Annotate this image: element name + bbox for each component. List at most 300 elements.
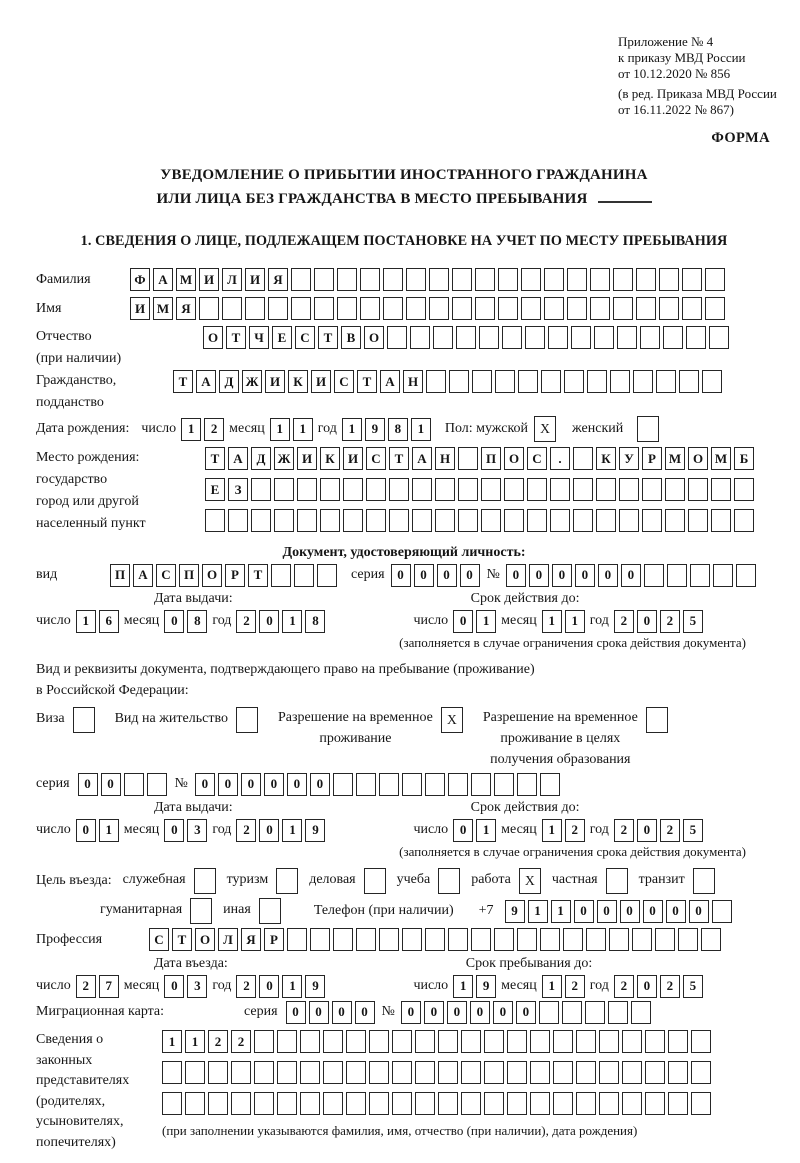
char-cell[interactable]: Л — [218, 928, 238, 951]
char-cell[interactable]: Н — [403, 370, 423, 393]
char-cell[interactable] — [425, 773, 445, 796]
char-cell[interactable] — [484, 1061, 504, 1084]
char-cell[interactable] — [530, 1092, 550, 1115]
char-cell[interactable] — [291, 297, 311, 320]
char-cell[interactable]: 0 — [447, 1001, 467, 1024]
char-cell[interactable] — [337, 297, 357, 320]
char-cell[interactable]: 0 — [264, 773, 284, 796]
char-cell[interactable] — [406, 268, 426, 291]
char-cell[interactable] — [458, 478, 478, 501]
char-cell[interactable]: 0 — [218, 773, 238, 796]
char-cell[interactable] — [636, 268, 656, 291]
char-cell[interactable]: 2 — [614, 610, 634, 633]
char-cell[interactable]: Ч — [249, 326, 269, 349]
char-cell[interactable] — [387, 326, 407, 349]
char-cell[interactable]: 0 — [621, 564, 641, 587]
char-cell[interactable]: 0 — [287, 773, 307, 796]
char-cell[interactable]: 0 — [424, 1001, 444, 1024]
char-cell[interactable]: О — [504, 447, 524, 470]
char-cell[interactable]: 0 — [689, 900, 709, 923]
char-cell[interactable]: Р — [642, 447, 662, 470]
char-cell[interactable] — [573, 478, 593, 501]
char-cell[interactable] — [300, 1061, 320, 1084]
purpose-work-checkbox[interactable]: X — [519, 868, 541, 894]
char-cell[interactable] — [392, 1092, 412, 1115]
char-cell[interactable] — [656, 370, 676, 393]
char-cell[interactable]: М — [711, 447, 731, 470]
char-cell[interactable]: 2 — [236, 610, 256, 633]
char-cell[interactable] — [659, 268, 679, 291]
char-cell[interactable]: Т — [205, 447, 225, 470]
char-cell[interactable] — [705, 268, 725, 291]
char-cell[interactable]: 0 — [76, 819, 96, 842]
char-cell[interactable]: С — [295, 326, 315, 349]
char-cell[interactable]: 0 — [598, 564, 618, 587]
char-cell[interactable]: М — [153, 297, 173, 320]
char-cell[interactable] — [608, 1001, 628, 1024]
char-cell[interactable] — [251, 509, 271, 532]
char-cell[interactable] — [622, 1061, 642, 1084]
char-cell[interactable]: 0 — [470, 1001, 490, 1024]
char-cell[interactable] — [576, 1092, 596, 1115]
char-cell[interactable]: 2 — [660, 819, 680, 842]
purpose-tourism-checkbox[interactable] — [276, 868, 298, 894]
char-cell[interactable] — [521, 297, 541, 320]
char-cell[interactable]: И — [311, 370, 331, 393]
char-cell[interactable]: И — [343, 447, 363, 470]
char-cell[interactable] — [540, 928, 560, 951]
char-cell[interactable] — [636, 297, 656, 320]
char-cell[interactable] — [294, 564, 314, 587]
char-cell[interactable] — [667, 564, 687, 587]
char-cell[interactable]: 1 — [542, 975, 562, 998]
char-cell[interactable]: Я — [268, 268, 288, 291]
char-cell[interactable]: 1 — [542, 610, 562, 633]
char-cell[interactable]: Я — [241, 928, 261, 951]
char-cell[interactable]: 1 — [282, 610, 302, 633]
char-cell[interactable] — [562, 1001, 582, 1024]
char-cell[interactable] — [471, 773, 491, 796]
residence-permit-checkbox[interactable] — [236, 707, 258, 733]
char-cell[interactable] — [645, 1092, 665, 1115]
char-cell[interactable] — [366, 509, 386, 532]
char-cell[interactable] — [277, 1061, 297, 1084]
char-cell[interactable] — [314, 268, 334, 291]
char-cell[interactable] — [435, 509, 455, 532]
char-cell[interactable] — [668, 1061, 688, 1084]
char-cell[interactable] — [642, 478, 662, 501]
char-cell[interactable]: М — [665, 447, 685, 470]
char-cell[interactable] — [682, 297, 702, 320]
char-cell[interactable]: 0 — [355, 1001, 375, 1024]
char-cell[interactable] — [147, 773, 167, 796]
char-cell[interactable] — [690, 564, 710, 587]
char-cell[interactable] — [323, 1030, 343, 1053]
char-cell[interactable]: О — [195, 928, 215, 951]
char-cell[interactable] — [587, 370, 607, 393]
char-cell[interactable]: 0 — [453, 819, 473, 842]
char-cell[interactable] — [356, 928, 376, 951]
char-cell[interactable]: 5 — [683, 819, 703, 842]
char-cell[interactable] — [452, 268, 472, 291]
char-cell[interactable]: У — [619, 447, 639, 470]
char-cell[interactable]: 1 — [99, 819, 119, 842]
char-cell[interactable] — [438, 1061, 458, 1084]
char-cell[interactable] — [277, 1030, 297, 1053]
char-cell[interactable]: 2 — [204, 418, 224, 441]
char-cell[interactable] — [702, 370, 722, 393]
char-cell[interactable]: 0 — [401, 1001, 421, 1024]
char-cell[interactable]: 5 — [683, 975, 703, 998]
char-cell[interactable]: 0 — [637, 975, 657, 998]
purpose-business-checkbox[interactable] — [364, 868, 386, 894]
char-cell[interactable] — [659, 297, 679, 320]
purpose-humanitarian-checkbox[interactable] — [190, 898, 212, 924]
char-cell[interactable]: 8 — [305, 610, 325, 633]
char-cell[interactable]: 0 — [529, 564, 549, 587]
char-cell[interactable] — [449, 370, 469, 393]
char-cell[interactable]: И — [297, 447, 317, 470]
char-cell[interactable]: Т — [389, 447, 409, 470]
char-cell[interactable] — [320, 509, 340, 532]
char-cell[interactable]: Р — [225, 564, 245, 587]
char-cell[interactable] — [461, 1030, 481, 1053]
visa-checkbox[interactable] — [73, 707, 95, 733]
char-cell[interactable]: А — [412, 447, 432, 470]
char-cell[interactable] — [622, 1092, 642, 1115]
char-cell[interactable]: 0 — [620, 900, 640, 923]
char-cell[interactable]: 0 — [259, 819, 279, 842]
char-cell[interactable] — [199, 297, 219, 320]
char-cell[interactable] — [711, 509, 731, 532]
char-cell[interactable]: К — [320, 447, 340, 470]
char-cell[interactable] — [665, 478, 685, 501]
char-cell[interactable]: 1 — [76, 610, 96, 633]
char-cell[interactable] — [300, 1092, 320, 1115]
char-cell[interactable]: 0 — [643, 900, 663, 923]
char-cell[interactable] — [679, 370, 699, 393]
char-cell[interactable] — [527, 509, 547, 532]
char-cell[interactable] — [346, 1092, 366, 1115]
char-cell[interactable] — [479, 326, 499, 349]
char-cell[interactable]: 1 — [282, 819, 302, 842]
char-cell[interactable] — [613, 297, 633, 320]
char-cell[interactable]: 9 — [305, 819, 325, 842]
char-cell[interactable] — [617, 326, 637, 349]
char-cell[interactable] — [461, 1061, 481, 1084]
char-cell[interactable]: 6 — [99, 610, 119, 633]
char-cell[interactable]: И — [245, 268, 265, 291]
char-cell[interactable]: 9 — [365, 418, 385, 441]
char-cell[interactable] — [274, 478, 294, 501]
char-cell[interactable]: 9 — [505, 900, 525, 923]
char-cell[interactable] — [530, 1030, 550, 1053]
char-cell[interactable]: З — [228, 478, 248, 501]
char-cell[interactable] — [686, 326, 706, 349]
char-cell[interactable]: Т — [172, 928, 192, 951]
char-cell[interactable] — [563, 928, 583, 951]
char-cell[interactable]: 1 — [181, 418, 201, 441]
char-cell[interactable] — [586, 928, 606, 951]
char-cell[interactable] — [655, 928, 675, 951]
char-cell[interactable] — [734, 509, 754, 532]
char-cell[interactable] — [410, 326, 430, 349]
char-cell[interactable]: 2 — [76, 975, 96, 998]
char-cell[interactable] — [517, 773, 537, 796]
char-cell[interactable]: 0 — [453, 610, 473, 633]
char-cell[interactable]: 0 — [101, 773, 121, 796]
char-cell[interactable] — [596, 478, 616, 501]
char-cell[interactable] — [274, 509, 294, 532]
char-cell[interactable] — [323, 1092, 343, 1115]
char-cell[interactable]: 2 — [614, 975, 634, 998]
char-cell[interactable]: В — [341, 326, 361, 349]
char-cell[interactable] — [665, 509, 685, 532]
sex-male-checkbox[interactable]: X — [534, 416, 556, 442]
char-cell[interactable]: Е — [272, 326, 292, 349]
char-cell[interactable]: 0 — [460, 564, 480, 587]
char-cell[interactable] — [438, 1030, 458, 1053]
char-cell[interactable] — [507, 1061, 527, 1084]
char-cell[interactable] — [517, 928, 537, 951]
char-cell[interactable] — [599, 1030, 619, 1053]
char-cell[interactable]: 8 — [388, 418, 408, 441]
char-cell[interactable] — [406, 297, 426, 320]
char-cell[interactable] — [231, 1092, 251, 1115]
char-cell[interactable] — [550, 509, 570, 532]
char-cell[interactable] — [277, 1092, 297, 1115]
char-cell[interactable] — [711, 478, 731, 501]
char-cell[interactable]: 0 — [241, 773, 261, 796]
char-cell[interactable] — [645, 1030, 665, 1053]
char-cell[interactable] — [590, 297, 610, 320]
char-cell[interactable]: С — [366, 447, 386, 470]
char-cell[interactable] — [124, 773, 144, 796]
char-cell[interactable] — [596, 509, 616, 532]
char-cell[interactable]: Т — [318, 326, 338, 349]
char-cell[interactable]: 0 — [259, 975, 279, 998]
char-cell[interactable]: 0 — [666, 900, 686, 923]
char-cell[interactable] — [705, 297, 725, 320]
purpose-study-checkbox[interactable] — [438, 868, 460, 894]
char-cell[interactable]: 9 — [305, 975, 325, 998]
char-cell[interactable]: 2 — [660, 975, 680, 998]
char-cell[interactable] — [525, 326, 545, 349]
char-cell[interactable] — [544, 297, 564, 320]
char-cell[interactable] — [291, 268, 311, 291]
char-cell[interactable] — [208, 1061, 228, 1084]
char-cell[interactable] — [544, 268, 564, 291]
char-cell[interactable]: 0 — [164, 975, 184, 998]
char-cell[interactable] — [254, 1092, 274, 1115]
char-cell[interactable]: Ж — [274, 447, 294, 470]
char-cell[interactable]: 0 — [552, 564, 572, 587]
char-cell[interactable]: 1 — [293, 418, 313, 441]
char-cell[interactable]: Л — [222, 268, 242, 291]
char-cell[interactable] — [631, 1001, 651, 1024]
char-cell[interactable]: 1 — [528, 900, 548, 923]
char-cell[interactable] — [609, 928, 629, 951]
char-cell[interactable] — [640, 326, 660, 349]
char-cell[interactable]: 1 — [185, 1030, 205, 1053]
sex-female-checkbox[interactable] — [637, 416, 659, 442]
char-cell[interactable] — [208, 1092, 228, 1115]
char-cell[interactable]: И — [199, 268, 219, 291]
char-cell[interactable]: А — [196, 370, 216, 393]
char-cell[interactable] — [573, 447, 593, 470]
char-cell[interactable] — [576, 1061, 596, 1084]
char-cell[interactable] — [458, 447, 478, 470]
char-cell[interactable]: 0 — [637, 610, 657, 633]
char-cell[interactable] — [494, 928, 514, 951]
char-cell[interactable]: С — [334, 370, 354, 393]
char-cell[interactable] — [642, 509, 662, 532]
char-cell[interactable]: П — [179, 564, 199, 587]
char-cell[interactable]: С — [149, 928, 169, 951]
char-cell[interactable]: С — [156, 564, 176, 587]
char-cell[interactable]: Д — [251, 447, 271, 470]
char-cell[interactable] — [254, 1061, 274, 1084]
char-cell[interactable]: 2 — [236, 819, 256, 842]
char-cell[interactable] — [613, 268, 633, 291]
char-cell[interactable]: П — [110, 564, 130, 587]
char-cell[interactable]: Р — [264, 928, 284, 951]
char-cell[interactable] — [320, 478, 340, 501]
char-cell[interactable] — [571, 326, 591, 349]
char-cell[interactable] — [337, 268, 357, 291]
char-cell[interactable] — [691, 1061, 711, 1084]
purpose-private-checkbox[interactable] — [606, 868, 628, 894]
char-cell[interactable] — [518, 370, 538, 393]
char-cell[interactable] — [498, 268, 518, 291]
char-cell[interactable] — [438, 1092, 458, 1115]
char-cell[interactable] — [498, 297, 518, 320]
char-cell[interactable] — [494, 773, 514, 796]
char-cell[interactable]: О — [688, 447, 708, 470]
char-cell[interactable] — [383, 268, 403, 291]
char-cell[interactable] — [553, 1092, 573, 1115]
char-cell[interactable] — [668, 1030, 688, 1053]
char-cell[interactable] — [736, 564, 756, 587]
char-cell[interactable]: 0 — [195, 773, 215, 796]
char-cell[interactable] — [530, 1061, 550, 1084]
char-cell[interactable]: 1 — [270, 418, 290, 441]
char-cell[interactable] — [471, 928, 491, 951]
char-cell[interactable] — [481, 478, 501, 501]
char-cell[interactable]: А — [133, 564, 153, 587]
char-cell[interactable] — [682, 268, 702, 291]
char-cell[interactable] — [599, 1092, 619, 1115]
char-cell[interactable]: 0 — [391, 564, 411, 587]
char-cell[interactable]: 1 — [476, 819, 496, 842]
char-cell[interactable] — [553, 1061, 573, 1084]
char-cell[interactable] — [323, 1061, 343, 1084]
char-cell[interactable] — [539, 1001, 559, 1024]
char-cell[interactable]: Я — [176, 297, 196, 320]
char-cell[interactable] — [251, 478, 271, 501]
char-cell[interactable] — [228, 509, 248, 532]
char-cell[interactable]: Т — [226, 326, 246, 349]
char-cell[interactable] — [456, 326, 476, 349]
char-cell[interactable]: 0 — [574, 900, 594, 923]
char-cell[interactable]: 0 — [414, 564, 434, 587]
char-cell[interactable]: Т — [248, 564, 268, 587]
char-cell[interactable] — [379, 773, 399, 796]
char-cell[interactable]: 2 — [660, 610, 680, 633]
char-cell[interactable] — [548, 326, 568, 349]
char-cell[interactable] — [521, 268, 541, 291]
char-cell[interactable]: 1 — [342, 418, 362, 441]
char-cell[interactable]: 0 — [164, 819, 184, 842]
char-cell[interactable]: Е — [205, 478, 225, 501]
char-cell[interactable] — [402, 928, 422, 951]
char-cell[interactable] — [412, 509, 432, 532]
char-cell[interactable] — [495, 370, 515, 393]
char-cell[interactable] — [317, 564, 337, 587]
char-cell[interactable] — [346, 1061, 366, 1084]
char-cell[interactable] — [619, 509, 639, 532]
char-cell[interactable]: 0 — [78, 773, 98, 796]
char-cell[interactable] — [425, 928, 445, 951]
char-cell[interactable] — [461, 1092, 481, 1115]
char-cell[interactable] — [268, 297, 288, 320]
char-cell[interactable] — [691, 1092, 711, 1115]
char-cell[interactable] — [392, 1061, 412, 1084]
purpose-transit-checkbox[interactable] — [693, 868, 715, 894]
char-cell[interactable]: П — [481, 447, 501, 470]
temporary-residence-education-checkbox[interactable] — [646, 707, 668, 733]
char-cell[interactable] — [346, 1030, 366, 1053]
char-cell[interactable] — [287, 928, 307, 951]
char-cell[interactable] — [448, 773, 468, 796]
char-cell[interactable] — [297, 478, 317, 501]
char-cell[interactable]: 0 — [310, 773, 330, 796]
char-cell[interactable] — [484, 1092, 504, 1115]
char-cell[interactable]: 1 — [476, 610, 496, 633]
char-cell[interactable] — [668, 1092, 688, 1115]
char-cell[interactable] — [162, 1092, 182, 1115]
char-cell[interactable] — [429, 297, 449, 320]
char-cell[interactable] — [333, 928, 353, 951]
char-cell[interactable] — [645, 1061, 665, 1084]
char-cell[interactable] — [433, 326, 453, 349]
char-cell[interactable]: А — [228, 447, 248, 470]
char-cell[interactable] — [472, 370, 492, 393]
char-cell[interactable] — [644, 564, 664, 587]
char-cell[interactable] — [502, 326, 522, 349]
char-cell[interactable] — [369, 1030, 389, 1053]
char-cell[interactable]: Ж — [242, 370, 262, 393]
char-cell[interactable] — [426, 370, 446, 393]
char-cell[interactable]: К — [596, 447, 616, 470]
char-cell[interactable] — [550, 478, 570, 501]
char-cell[interactable] — [622, 1030, 642, 1053]
char-cell[interactable]: 2 — [565, 975, 585, 998]
char-cell[interactable] — [429, 268, 449, 291]
char-cell[interactable] — [691, 1030, 711, 1053]
char-cell[interactable]: О — [203, 326, 223, 349]
char-cell[interactable] — [619, 478, 639, 501]
char-cell[interactable] — [475, 268, 495, 291]
char-cell[interactable] — [435, 478, 455, 501]
char-cell[interactable] — [245, 297, 265, 320]
char-cell[interactable] — [709, 326, 729, 349]
char-cell[interactable] — [448, 928, 468, 951]
char-cell[interactable] — [369, 1061, 389, 1084]
char-cell[interactable]: Т — [173, 370, 193, 393]
char-cell[interactable] — [314, 297, 334, 320]
char-cell[interactable] — [678, 928, 698, 951]
